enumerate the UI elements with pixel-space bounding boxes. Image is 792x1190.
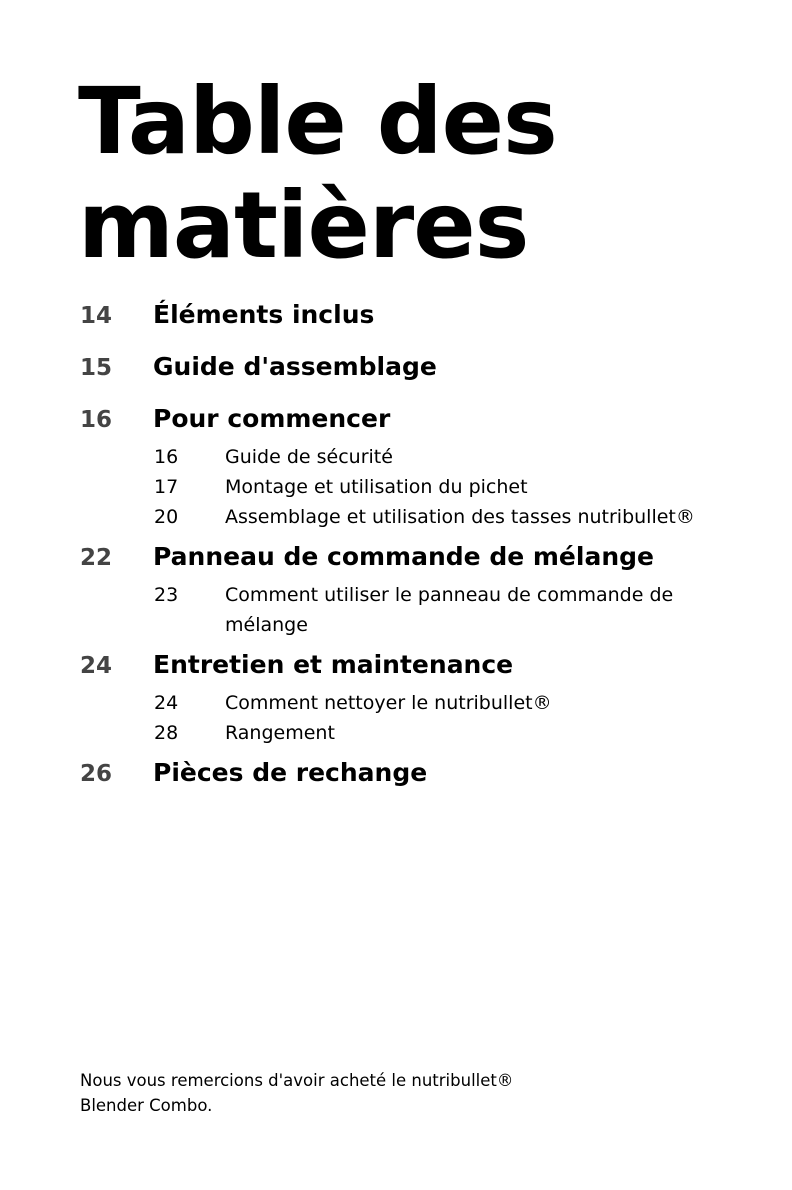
subsection-page-number: 23	[154, 584, 179, 606]
subsection-title: Comment nettoyer le nutribullet®	[225, 692, 552, 714]
toc-subsection-row[interactable]	[80, 472, 780, 502]
section-page-number: 22	[80, 545, 113, 571]
section-page-number: 24	[80, 653, 113, 679]
subsection-page-number: 20	[154, 506, 179, 528]
toc-section	[80, 352, 780, 388]
subsection-page-number: 28	[154, 722, 179, 744]
table-of-contents	[80, 300, 780, 794]
toc-section-row[interactable]	[80, 650, 780, 686]
page-title	[78, 70, 557, 278]
subsection-list	[80, 688, 780, 748]
subsection-list	[80, 580, 780, 640]
toc-subsection-row[interactable]	[80, 718, 780, 748]
subsection-title: Guide de sécurité	[225, 446, 393, 468]
section-title: Guide d'assemblage	[153, 352, 437, 381]
subsection-title: Montage et utilisation du pichet	[225, 476, 528, 498]
toc-subsection-row[interactable]	[80, 442, 780, 472]
toc-section	[80, 542, 780, 640]
subsection-title: Assemblage et utilisation des tasses nutribullet®	[225, 506, 695, 528]
toc-section	[80, 758, 780, 794]
toc-subsection-row[interactable]	[80, 580, 780, 640]
page-title-line-2: matières	[78, 172, 529, 279]
subsection-title: Rangement	[225, 722, 335, 744]
toc-section-row[interactable]	[80, 300, 780, 336]
section-page-number: 16	[80, 407, 113, 433]
subsection-page-number: 24	[154, 692, 179, 714]
toc-section	[80, 300, 780, 336]
subsection-list	[80, 442, 780, 532]
page-title-line-1: Table des	[78, 68, 557, 175]
toc-section	[80, 404, 780, 532]
subsection-title: Comment utiliser le panneau de commande de mélange	[225, 584, 674, 636]
subsection-page-number: 16	[154, 446, 179, 468]
toc-section-row[interactable]	[80, 352, 780, 388]
toc-section	[80, 650, 780, 748]
section-title: Éléments inclus	[153, 300, 375, 329]
toc-subsection-row[interactable]	[80, 502, 780, 532]
subsection-page-number: 17	[154, 476, 179, 498]
section-page-number: 26	[80, 761, 113, 787]
section-title: Pour commencer	[153, 404, 391, 433]
section-title: Panneau de commande de mélange	[153, 542, 654, 571]
toc-section-row[interactable]	[80, 542, 780, 578]
section-title: Entretien et maintenance	[153, 650, 514, 679]
section-page-number: 14	[80, 303, 113, 329]
toc-section-row[interactable]	[80, 404, 780, 440]
section-page-number: 15	[80, 355, 113, 381]
section-title: Pièces de rechange	[153, 758, 428, 787]
thank-you-note: Nous vous remercions d'avoir acheté le nutribullet® Blender Combo.	[80, 1071, 514, 1115]
toc-section-row[interactable]	[80, 758, 780, 794]
toc-subsection-row[interactable]	[80, 688, 780, 718]
